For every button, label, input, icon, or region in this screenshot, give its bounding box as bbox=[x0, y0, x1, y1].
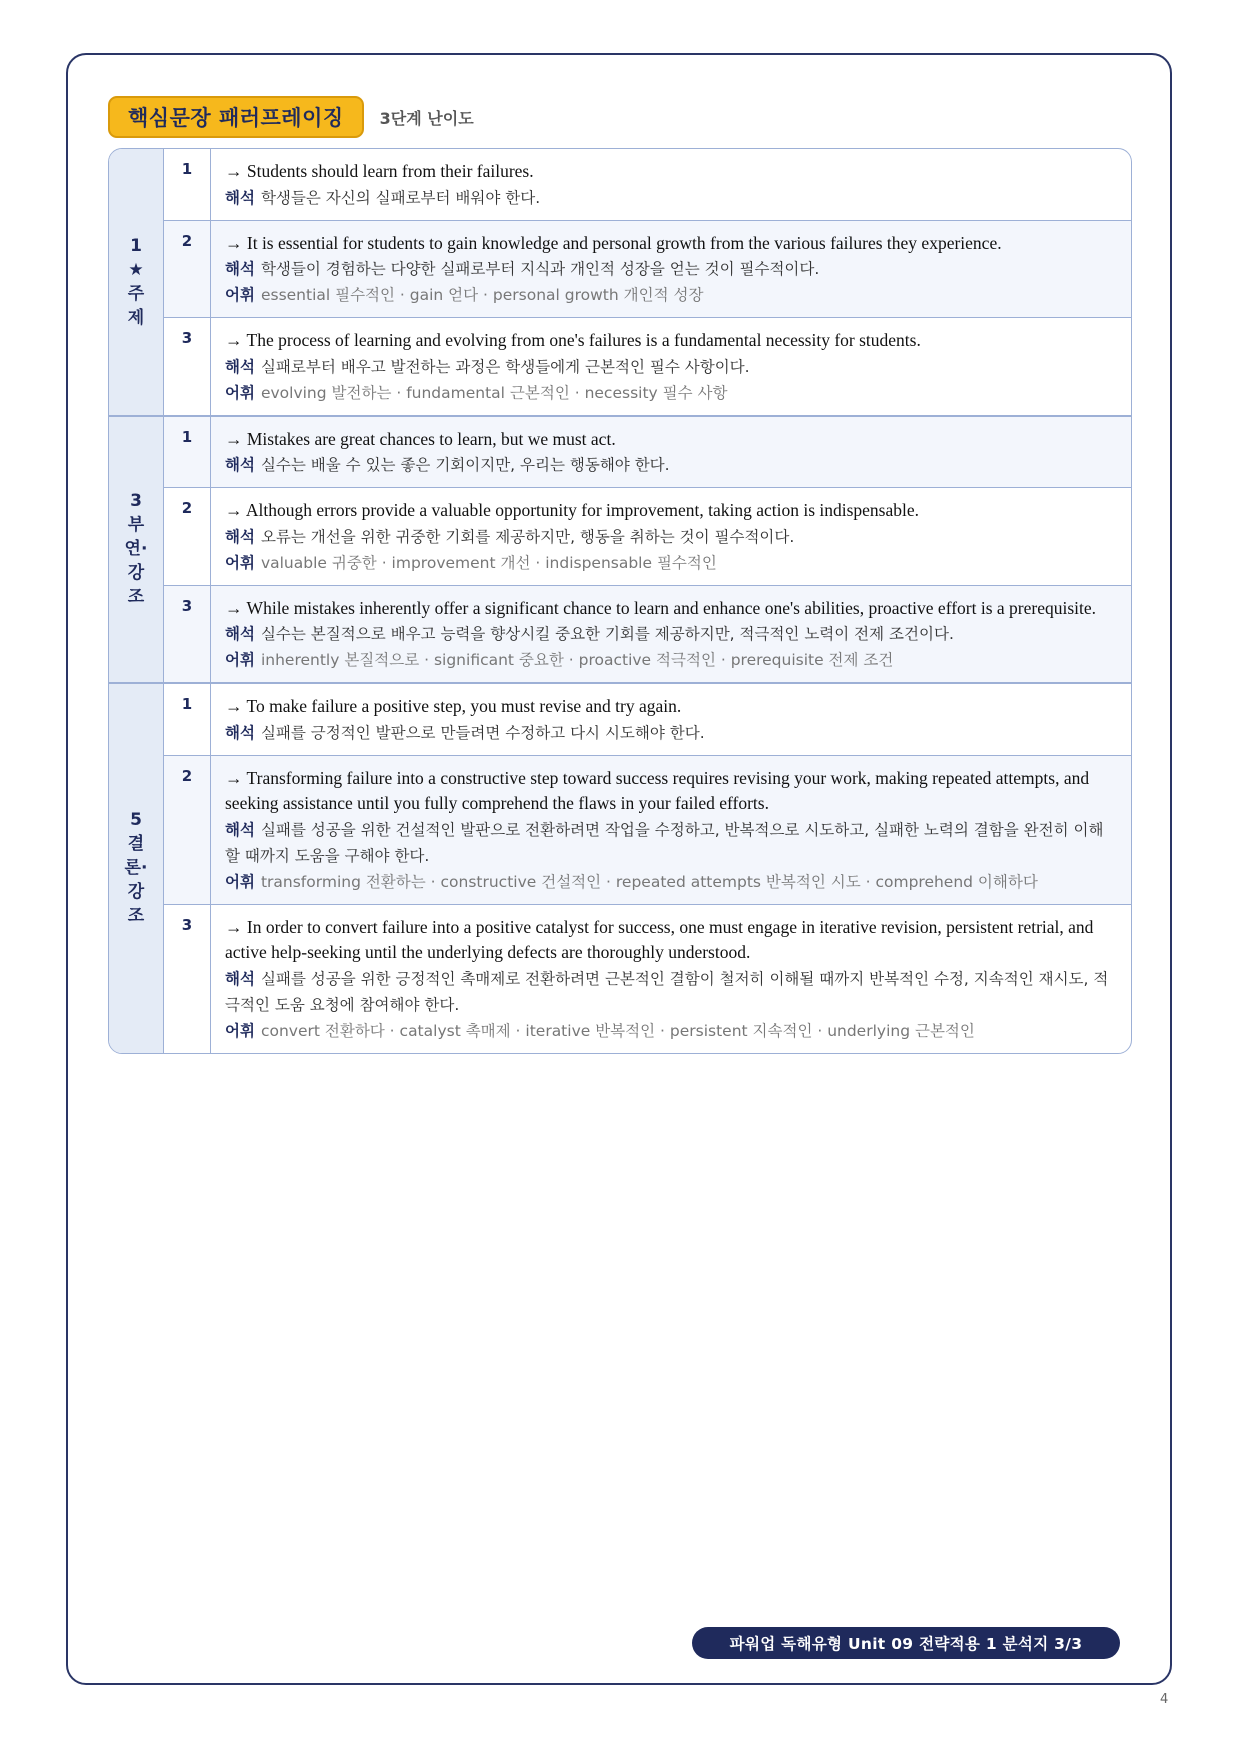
translation-tag: 해석 bbox=[225, 723, 255, 742]
group-label bbox=[109, 684, 164, 1053]
vocabulary-tag: 어휘 bbox=[225, 1021, 255, 1040]
translation-line bbox=[225, 354, 1117, 380]
english-sentence: → In order to convert failure into a positive catalyst for success, one must engage in iterative revision, persistent retrial, and active help-seeking until the underlying defects are thoroughly understood. bbox=[225, 916, 1094, 962]
translation-line bbox=[225, 817, 1117, 869]
section-title-badge: 핵심문장 패러프레이징 bbox=[108, 96, 364, 138]
vocabulary-tag: 어휘 bbox=[225, 286, 255, 304]
group-label-char: 강 bbox=[127, 882, 145, 903]
translation-line bbox=[225, 966, 1117, 1018]
translation-text: 실패를 성공을 위한 긍정적인 촉매제로 전환하려면 근본적인 결함이 철저히 이해될 때까지 반복적인 수정, 지속적인 재시도, 적극적인 도움 요청에 참여해야 한다. bbox=[225, 969, 1109, 1014]
translation-line bbox=[225, 720, 1117, 746]
english-sentence: → Students should learn from their failures. bbox=[225, 161, 534, 181]
group-label-char: 5 bbox=[130, 810, 142, 831]
difficulty-level: 3단계 난이도 bbox=[379, 108, 474, 128]
paragraph-group bbox=[109, 149, 1131, 417]
group-label bbox=[109, 149, 164, 415]
vocabulary-text: essential 필수적인 · gain 얻다 · personal growth 개인적 성장 bbox=[260, 286, 704, 304]
vocabulary-text: transforming 전환하는 · constructive 건설적인 · repeated attempts 반복적인 시도 · comprehend 이해하다 bbox=[260, 872, 1038, 891]
group-label-char: 제 bbox=[127, 307, 145, 328]
group-label-char: 결 bbox=[127, 834, 145, 855]
group-label-char: 1 bbox=[130, 235, 142, 256]
translation-tag: 해석 bbox=[225, 527, 255, 546]
row-number: 2 bbox=[164, 488, 211, 585]
english-sentence: → While mistakes inherently offer a significant chance to learn and enhance one's abilities, proactive effort is a prerequisite. bbox=[225, 597, 1097, 618]
translation-tag: 해석 bbox=[225, 188, 255, 207]
vocabulary-text: valuable 귀중한 · improvement 개선 · indispensable 필수적인 bbox=[260, 553, 717, 572]
translation-tag: 해석 bbox=[225, 260, 255, 278]
translation-tag: 해석 bbox=[225, 820, 255, 839]
translation-line bbox=[225, 452, 1117, 478]
vocabulary-line bbox=[225, 380, 1117, 406]
row-number: 2 bbox=[164, 756, 211, 904]
paragraph-group bbox=[109, 684, 1131, 1053]
english-sentence: → Mistakes are great chances to learn, but we must act. bbox=[225, 428, 616, 449]
translation-text: 오류는 개선을 위한 귀중한 기회를 제공하지만, 행동을 취하는 것이 필수적이다. bbox=[260, 527, 795, 546]
paragraph-group bbox=[109, 417, 1131, 685]
group-label-char: 3 bbox=[130, 491, 142, 512]
row-number: 1 bbox=[164, 684, 211, 755]
vocabulary-line bbox=[225, 1018, 1117, 1044]
translation-tag: 해석 bbox=[225, 456, 255, 474]
row-number: 3 bbox=[164, 318, 211, 415]
translation-line bbox=[225, 185, 1117, 211]
table-row bbox=[164, 149, 1131, 221]
table-row bbox=[164, 221, 1131, 319]
vocabulary-tag: 어휘 bbox=[225, 383, 255, 402]
translation-text: 실수는 배울 수 있는 좋은 기회이지만, 우리는 행동해야 한다. bbox=[260, 456, 670, 474]
row-number: 3 bbox=[164, 905, 211, 1053]
row-number: 1 bbox=[164, 417, 211, 488]
vocabulary-line bbox=[225, 869, 1117, 895]
footer-badge: 파워업 독해유형 Unit 09 전략적용 1 분석지 3/3 bbox=[692, 1627, 1120, 1659]
vocabulary-line bbox=[225, 647, 1117, 673]
paraphrase-table bbox=[108, 148, 1132, 1054]
translation-tag: 해석 bbox=[225, 357, 255, 376]
translation-line bbox=[225, 621, 1117, 647]
table-row bbox=[164, 586, 1131, 683]
table-row bbox=[164, 318, 1131, 415]
group-label-char: 강 bbox=[127, 563, 145, 584]
group-label-char: 부 bbox=[127, 515, 145, 536]
translation-text: 학생들은 자신의 실패로부터 배워야 한다. bbox=[260, 188, 541, 207]
group-label-char: 주 bbox=[127, 283, 145, 304]
group-label-char: 조 bbox=[127, 587, 145, 608]
english-sentence: → The process of learning and evolving from one's failures is a fundamental necessity for students. bbox=[225, 330, 921, 350]
vocabulary-line bbox=[225, 282, 1117, 308]
vocabulary-tag: 어휘 bbox=[225, 872, 255, 891]
table-row bbox=[164, 488, 1131, 586]
translation-text: 실패로부터 배우고 발전하는 과정은 학생들에게 근본적인 필수 사항이다. bbox=[260, 357, 750, 376]
table-row bbox=[164, 756, 1131, 905]
vocabulary-tag: 어휘 bbox=[225, 553, 255, 572]
group-label bbox=[109, 417, 164, 683]
row-number: 3 bbox=[164, 586, 211, 683]
vocabulary-text: inherently 본질적으로 · significant 중요한 · proactive 적극적인 · prerequisite 전제 조건 bbox=[260, 651, 894, 669]
table-row bbox=[164, 684, 1131, 756]
translation-text: 실수는 본질적으로 배우고 능력을 향상시킬 중요한 기회를 제공하지만, 적극적인 노력이 전제 조건이다. bbox=[260, 625, 954, 643]
english-sentence: → Transforming failure into a constructive step toward success requires revising your work, making repeated attempts, and seeking assistance until you fully comprehend the flaws in your failed efforts. bbox=[225, 767, 1090, 813]
vocabulary-line bbox=[225, 550, 1117, 576]
star-icon: ★ bbox=[128, 259, 144, 280]
row-number: 1 bbox=[164, 149, 211, 220]
english-sentence: → To make failure a positive step, you must revise and try again. bbox=[225, 696, 682, 716]
group-label-char: 연· bbox=[124, 539, 148, 560]
translation-line bbox=[225, 524, 1117, 550]
section-header bbox=[108, 96, 474, 138]
translation-text: 실패를 성공을 위한 건설적인 발판으로 전환하려면 작업을 수정하고, 반복적으로 시도하고, 실패한 노력의 결함을 완전히 이해할 때까지 도움을 구해야 한다. bbox=[225, 820, 1104, 865]
vocabulary-tag: 어휘 bbox=[225, 651, 255, 669]
translation-text: 학생들이 경험하는 다양한 실패로부터 지식과 개인적 성장을 얻는 것이 필수적이다. bbox=[260, 260, 820, 278]
translation-tag: 해석 bbox=[225, 625, 255, 643]
vocabulary-text: convert 전환하다 · catalyst 촉매제 · iterative 반복적인 · persistent 지속적인 · underlying 근본적인 bbox=[260, 1021, 975, 1040]
vocabulary-text: evolving 발전하는 · fundamental 근본적인 · necessity 필수 사항 bbox=[260, 383, 728, 402]
table-row bbox=[164, 417, 1131, 489]
table-row bbox=[164, 905, 1131, 1053]
translation-tag: 해석 bbox=[225, 969, 255, 988]
translation-text: 실패를 긍정적인 발판으로 만들려면 수정하고 다시 시도해야 한다. bbox=[260, 723, 705, 742]
page-number: 4 bbox=[1160, 1692, 1169, 1707]
translation-line bbox=[225, 256, 1117, 282]
group-label-char: 론· bbox=[124, 858, 148, 879]
group-label-char: 조 bbox=[127, 906, 145, 927]
row-number: 2 bbox=[164, 221, 211, 318]
english-sentence: → Although errors provide a valuable opportunity for improvement, taking action is indispensable. bbox=[225, 500, 920, 520]
english-sentence: → It is essential for students to gain knowledge and personal growth from the various failures they experience. bbox=[225, 232, 1002, 253]
